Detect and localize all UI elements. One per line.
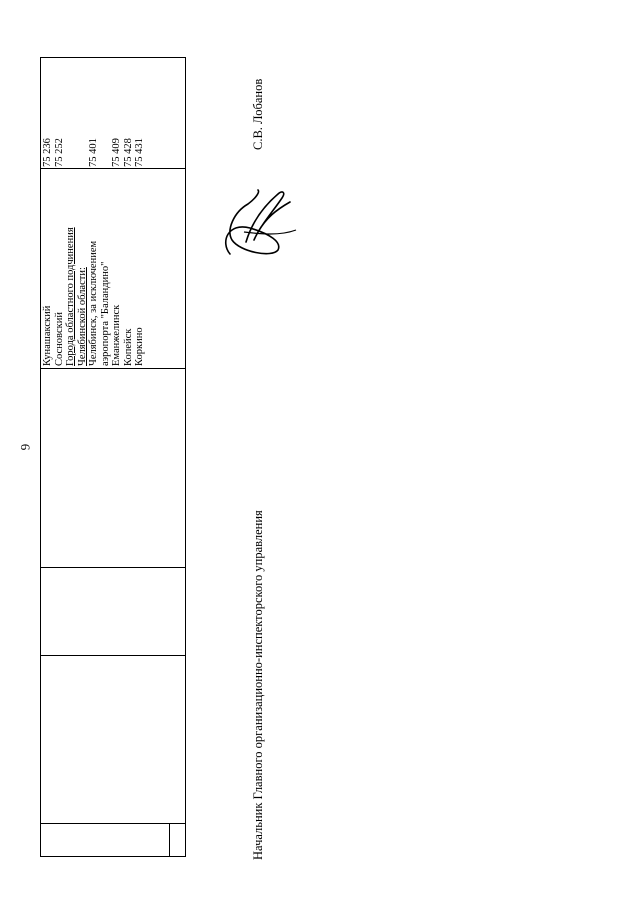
rotated-table	[40, 57, 186, 857]
table-row-code: 75 428	[122, 138, 134, 167]
page-number: 6	[18, 443, 33, 451]
footer	[248, 0, 268, 900]
footer-signer: С.В. Лобанов	[251, 78, 265, 150]
table-row-name: Города областного подчинения	[65, 227, 76, 366]
column-divider	[41, 567, 185, 568]
column-divider	[41, 655, 185, 656]
row-divider	[169, 824, 170, 856]
table-row-code	[65, 107, 77, 167]
table-row-code: 75 236	[42, 138, 53, 167]
table-row-name: Коркино	[134, 327, 145, 366]
table-row-name: Сосновский	[53, 312, 65, 366]
column-divider	[41, 823, 185, 824]
table-row-code	[100, 107, 112, 167]
table-row-code: 75 431	[134, 138, 145, 167]
table-row-name: Челябинск, за исключением	[88, 240, 99, 366]
table-row-code	[77, 107, 89, 167]
settlement-names	[42, 171, 146, 366]
column-divider	[41, 368, 185, 369]
table-row-code: 75 401	[88, 138, 99, 167]
footer-title: Начальник Главного организационно-инспекторского управления	[251, 510, 265, 860]
table-row-name: Челябинской области:	[76, 267, 88, 366]
table-grid	[40, 57, 186, 857]
table-row-name: Копейск	[122, 328, 134, 366]
table-row-code: 75 252	[53, 138, 65, 167]
oktmo-codes	[42, 107, 146, 167]
table-row-name: аэропорта "Баландино"	[99, 261, 111, 366]
table-row-code: 75 409	[111, 138, 122, 167]
table-row-name: Еманжелинск	[111, 304, 122, 366]
column-divider	[41, 168, 185, 169]
table-row-name: Кунашакский	[42, 305, 53, 366]
